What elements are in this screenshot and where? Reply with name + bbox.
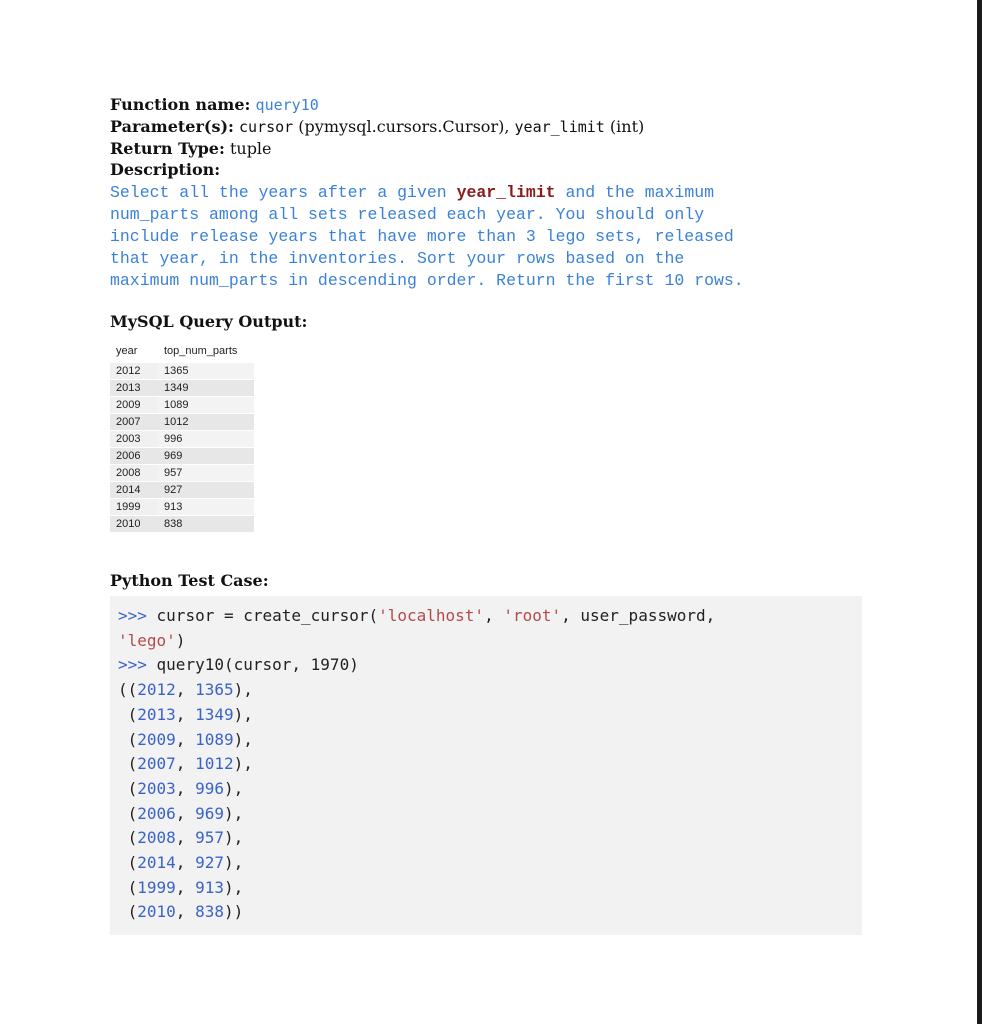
code-line1-call: cursor = create_cursor( (146, 606, 379, 625)
description-label-line (110, 159, 870, 180)
cell-year: 2009 (110, 397, 158, 414)
result-parts: 969 (195, 803, 224, 823)
code-prompt: >>> (118, 655, 147, 675)
result-parts: 838 (195, 902, 224, 922)
result-year: 2009 (137, 729, 176, 749)
result-parts: 927 (195, 853, 224, 873)
cell-year: 2008 (110, 465, 158, 482)
return-type-value: tuple (229, 139, 272, 158)
cell-year: 2010 (110, 516, 158, 533)
cell-parts: 996 (158, 431, 254, 448)
cell-parts: 1349 (158, 380, 254, 397)
function-name-value: query10 (255, 96, 319, 114)
code-arg-localhost: 'localhost' (378, 606, 485, 625)
cell-year: 2012 (110, 363, 158, 380)
cell-parts: 957 (158, 465, 254, 482)
return-type-label: Return Type: (110, 139, 225, 158)
python-test-case-title: Python Test Case: (110, 571, 269, 590)
cell-parts: 913 (158, 499, 254, 516)
parameters-line: Parameter(s): cursor (pymysql.cursors.Cursor), year_limit (int) (110, 117, 645, 136)
cell-parts: 838 (158, 516, 254, 533)
description-highlight: year_limit (456, 183, 556, 202)
table-row (110, 499, 254, 516)
code-arg-root: 'root' (503, 606, 562, 625)
param1-type: pymysql.cursors.Cursor (304, 117, 499, 136)
table-row (110, 397, 254, 414)
cell-parts: 1012 (158, 414, 254, 431)
result-year: 2007 (137, 754, 176, 774)
table-row (110, 380, 254, 397)
description-part1: Select all the years after a given (110, 183, 457, 202)
return-type-line (110, 138, 870, 159)
result-parts: 996 (195, 778, 224, 798)
table-row (110, 363, 254, 380)
result-year: 2010 (137, 902, 176, 922)
param2-name: year_limit (514, 118, 605, 136)
cell-year: 2013 (110, 380, 158, 397)
code-prompt: >>> (118, 606, 147, 625)
param1-name: cursor (239, 118, 294, 136)
python-code-block: >>> cursor = create_cursor('localhost', 'root', user_password, 'lego') >>> query10(cursor, 1970) ((2012, 1365), (2013, 1349), (2009, 1089), (2007, 1012), (2003, 996), (2006, 969), (2008, 957), (2014, 927), (1999, 913), (2010, 838)) (110, 596, 862, 935)
column-header-top-num-parts: top_num_parts (158, 343, 254, 363)
function-name-label: Function name: (110, 95, 251, 114)
result-parts: 1365 (195, 680, 234, 700)
cell-year: 2006 (110, 448, 158, 465)
cell-parts: 927 (158, 482, 254, 499)
result-year: 2003 (137, 778, 176, 798)
function-name-line (110, 94, 870, 116)
page-edge-bar (977, 0, 982, 1024)
cell-year: 2007 (110, 414, 158, 431)
result-year: 2014 (137, 853, 176, 873)
table-row (110, 448, 254, 465)
cell-year: 2003 (110, 431, 158, 448)
description-label: Description: (110, 160, 221, 179)
result-parts: 957 (195, 828, 224, 848)
cell-year: 1999 (110, 499, 158, 516)
cell-parts: 969 (158, 448, 254, 465)
code-line3-call: query10(cursor, 1970) (146, 655, 359, 675)
table-row (110, 465, 254, 482)
result-parts: 1089 (195, 729, 234, 749)
result-year: 2008 (137, 828, 176, 848)
result-parts: 1349 (195, 704, 234, 724)
description-part2: and the maximum num_parts among all sets released each year. You should only include release years that have more than 3 lego sets, released that year, in the inventories. Sort your rows based on the maximum num_parts in descending order. Return the first 10 rows. (110, 183, 744, 290)
cell-parts: 1365 (158, 363, 254, 380)
mysql-output-title: MySQL Query Output: (110, 312, 308, 331)
table-row (110, 482, 254, 499)
code-arg-lego: 'lego' (118, 630, 176, 650)
result-year: 2012 (137, 680, 176, 700)
table-header-row (110, 343, 254, 363)
result-year: 2013 (137, 704, 176, 724)
table-row (110, 414, 254, 431)
column-header-year: year (110, 343, 158, 363)
parameters-label: Parameter(s): (110, 117, 234, 136)
document-content (110, 94, 870, 935)
result-year: 2006 (137, 803, 176, 823)
mysql-output-table (110, 343, 254, 533)
table-row (110, 516, 254, 533)
table-row (110, 431, 254, 448)
result-year: 1999 (137, 877, 176, 897)
cell-parts: 1089 (158, 397, 254, 414)
param2-type: int (616, 117, 639, 136)
description-text (110, 182, 870, 292)
result-parts: 1012 (195, 754, 234, 774)
result-parts: 913 (195, 877, 224, 897)
code-line1-rest: , user_password, (561, 606, 716, 625)
cell-year: 2014 (110, 482, 158, 499)
